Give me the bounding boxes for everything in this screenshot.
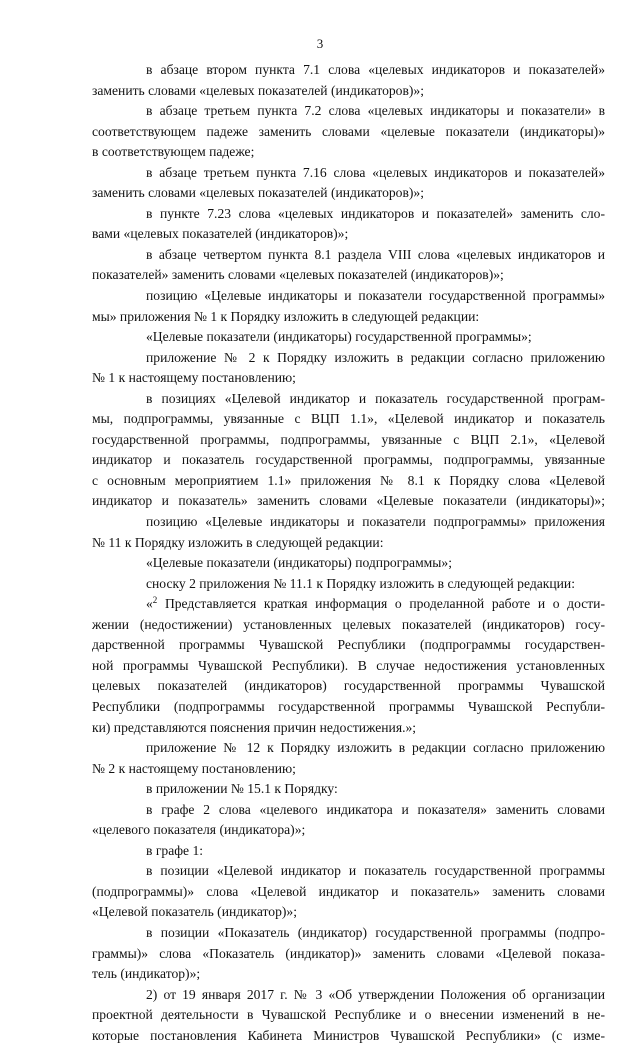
text-line: Республики (подпрограммы государственной программы Чувашской Республи- — [92, 698, 605, 714]
text-line: в приложении № 15.1 к Порядку: — [146, 781, 338, 797]
text-line: заменить словами «целевых показателей (индикаторов)»; — [92, 185, 424, 201]
text-line: дарственной программы Чувашской Республики (подпрограммы государствен- — [92, 637, 605, 653]
text-line: которые постановления Кабинета Министров Чувашской Республики» (с изме- — [92, 1027, 605, 1043]
text-line: в абзаце втором пункта 7.1 слова «целевых индикаторов и показателей» — [146, 62, 605, 77]
text-line: мы, подпрограммы, увязанные с ВЦП 1.1», «Целевой индикатор и показатель — [92, 411, 605, 427]
text-line: № 1 к настоящему постановлению; — [92, 370, 296, 386]
text-line: 2) от 19 января 2017 г. № 3 «Об утверждении Положения об организации — [146, 986, 605, 1002]
text-line: проектной деятельности в Чувашской Республике и о внесении изменений в не- — [92, 1007, 605, 1023]
text-line: в абзаце третьем пункта 7.2 слова «целевых индикаторы и показатели» в — [146, 103, 605, 119]
text-line: в пункте 7.23 слова «целевых индикаторов и показателей» заменить сло- — [146, 205, 605, 221]
text-line: «Целевой показатель (индикатор)»; — [92, 904, 297, 920]
text-line: мы» приложения № 1 к Порядку изложить в следующей редакции: — [92, 308, 480, 324]
text-line: в графе 1: — [146, 842, 204, 858]
text-line: соответствующем падеже заменить словами «целевые показатели (индикаторы)» — [92, 123, 605, 139]
text-line: в позициях «Целевой индикатор и показатель государственной програм- — [146, 390, 605, 406]
text-line: позицию «Целевые индикаторы и показатели подпрограммы» приложения — [146, 514, 605, 530]
text-line: граммы)» слова «Показатель (индикатор)» заменить словами «Целевой показа- — [92, 945, 605, 961]
text-line: жении (недостижении) установленных целевых показателей (индикаторов) госу- — [92, 616, 605, 632]
document-body — [92, 60, 605, 1046]
text-line: в позиции «Целевой индикатор и показатель государственной программы — [146, 863, 605, 879]
text-line: приложение № 12 к Порядку изложить в редакции согласно приложению — [146, 740, 605, 756]
text-line: в абзаце третьем пункта 7.16 слова «целевых индикаторов и показателей» — [146, 164, 605, 180]
text-line: позицию «Целевые индикаторы и показатели государственной программы» — [146, 288, 605, 304]
text-line: вами «целевых показателей (индикаторов)»; — [92, 226, 349, 242]
text-line: № 2 к настоящему постановлению; — [92, 760, 296, 776]
text-line: целевых показателей (индикаторов) государственной программы Чувашской — [92, 678, 605, 694]
text-line: ной программы Чувашской Республики). В случае недостижения установленных — [92, 657, 605, 673]
text-line: «Целевые показатели (индикаторы) государственной программы»; — [146, 329, 532, 345]
text-line: в графе 2 слова «целевого индикатора и показателя» заменить словами — [146, 801, 605, 817]
text-line: показателей» заменить словами «целевых показателей (индикаторов)»; — [92, 267, 504, 283]
page-number: 3 — [316, 36, 324, 51]
text-line: индикатор и показатель государственной программы, подпрограммы, увязанные — [92, 452, 605, 468]
text-line: (подпрограммы)» слова «Целевой индикатор и показатель» заменить словами — [92, 883, 605, 899]
text-line: в соответствующем падеже; — [92, 144, 255, 160]
text-line: сноску 2 приложения № 11.1 к Порядку изложить в следующей редакции: — [146, 575, 575, 591]
text-line: с основным мероприятием 1.1» приложения № 8.1 к Порядку слова «Целевой — [92, 472, 605, 488]
footnote-mark: 2 — [152, 595, 158, 606]
text-line: «Целевые показатели (индикаторы) подпрограммы»; — [146, 555, 452, 571]
text-line: «$^2$ Представляется краткая информация о проделанной работе и о дости- — [146, 595, 605, 612]
text-line: тель (индикатор)»; — [92, 966, 201, 982]
text-line: в позиции «Показатель (индикатор) государственной программы (подпро- — [146, 924, 605, 940]
text-line: государственной программы, подпрограммы, увязанные с ВЦП 2.1», «Целевой — [92, 431, 605, 447]
text-line: заменить словами «целевых показателей (индикаторов)»; — [92, 82, 424, 98]
text-line: ки) представляются пояснения причин недостижения.»; — [92, 719, 417, 735]
text-line: индикатор и показатель» заменить словами «Целевые показатели (индикаторы)»; — [92, 493, 605, 509]
text-line: «целевого показателя (индикатора)»; — [92, 822, 306, 838]
text-line: № 11 к Порядку изложить в следующей редакции: — [92, 534, 384, 550]
text-line: приложение № 2 к Порядку изложить в редакции согласно приложению — [146, 349, 605, 365]
text-line: в абзаце четвертом пункта 8.1 раздела VIII слова «целевых индикаторов и — [146, 246, 605, 262]
